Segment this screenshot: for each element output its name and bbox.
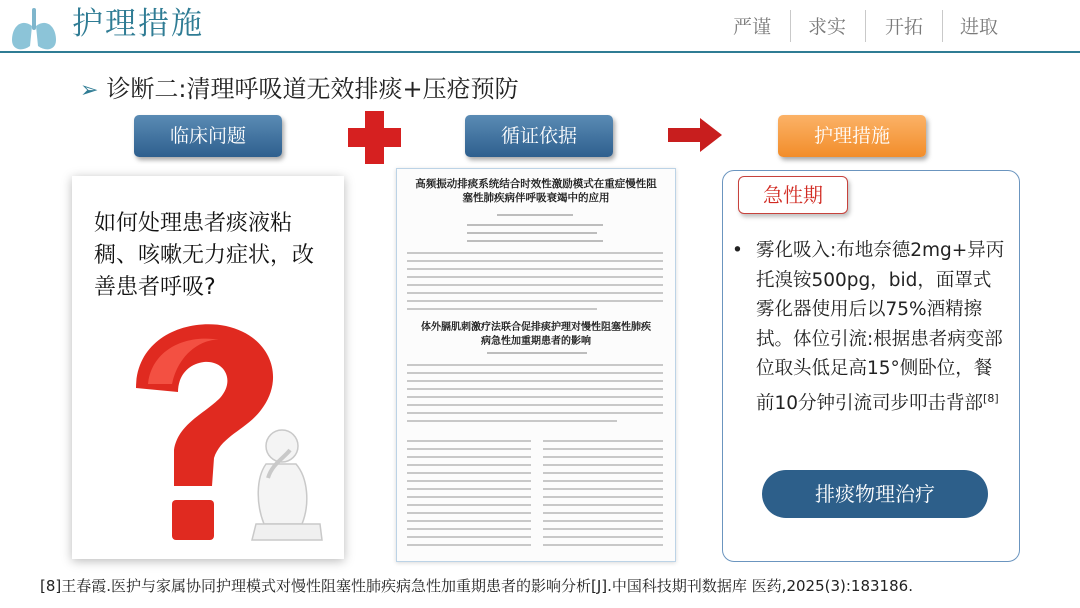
section-subtitle: [80, 74, 519, 106]
chevron-right-icon: ➢: [80, 78, 99, 103]
sputum-drainage-button[interactable]: 排痰物理治疗: [762, 470, 988, 518]
problem-question: 如何处理患者痰液粘稠、咳嗽无力症状，改善患者呼吸?: [94, 211, 315, 300]
motto-3: 开拓: [885, 16, 924, 38]
clinical-problem-label: 临床问题: [134, 115, 282, 157]
paper1-title: 高频振动排痰系统结合时效性激励模式在重症慢性阻塞性肺疾病伴呼吸衰竭中的应用: [415, 178, 657, 204]
motto-1: 严谨: [733, 16, 772, 38]
plus-icon-bar: [348, 128, 401, 147]
motto-2: 求实: [808, 16, 847, 38]
acute-phase-tag: 急性期: [738, 176, 848, 214]
paper2-title: 体外膈肌刺激疗法联合促排痰护理对慢性阻塞性肺疾病急性加重期患者的影响: [421, 322, 651, 347]
lungs-icon: [8, 6, 60, 54]
motto-4: 进取: [960, 16, 999, 38]
citation-marker: [8]: [983, 391, 999, 405]
reference-footnote: [8]王春霞.医护与家属协同护理模式对慢性阻塞性肺疾病急性加重期患者的影响分析[J].中国科技期刊数据库 医药,2025(3):183186.: [40, 577, 913, 595]
header-rule: [0, 51, 1080, 53]
evidence-label: 循证依据: [465, 115, 613, 157]
right-arrow-icon: [668, 116, 724, 154]
measure-text: 雾化吸入:布地奈德2mg+异丙托溴铵500pg，bid，面罩式雾化器使用后以75%酒精擦拭。体位引流:根据患者病变部位取头低足高15°侧卧位，餐前10分钟引流司步叩击背部: [756, 240, 1005, 414]
motto-divider: [865, 10, 866, 42]
subtitle-text: 诊断二:清理呼吸道无效排痰+压疮预防: [106, 75, 519, 103]
motto-divider: [790, 10, 791, 42]
evidence-paper-image: [396, 168, 676, 562]
question-mark-illustration: [96, 318, 342, 556]
page-title: 护理措施: [72, 6, 204, 42]
bullet-icon: •: [732, 240, 743, 261]
measures-label: 护理措施: [778, 115, 926, 157]
measure-list-item: [732, 236, 1008, 418]
motto-divider: [942, 10, 943, 42]
